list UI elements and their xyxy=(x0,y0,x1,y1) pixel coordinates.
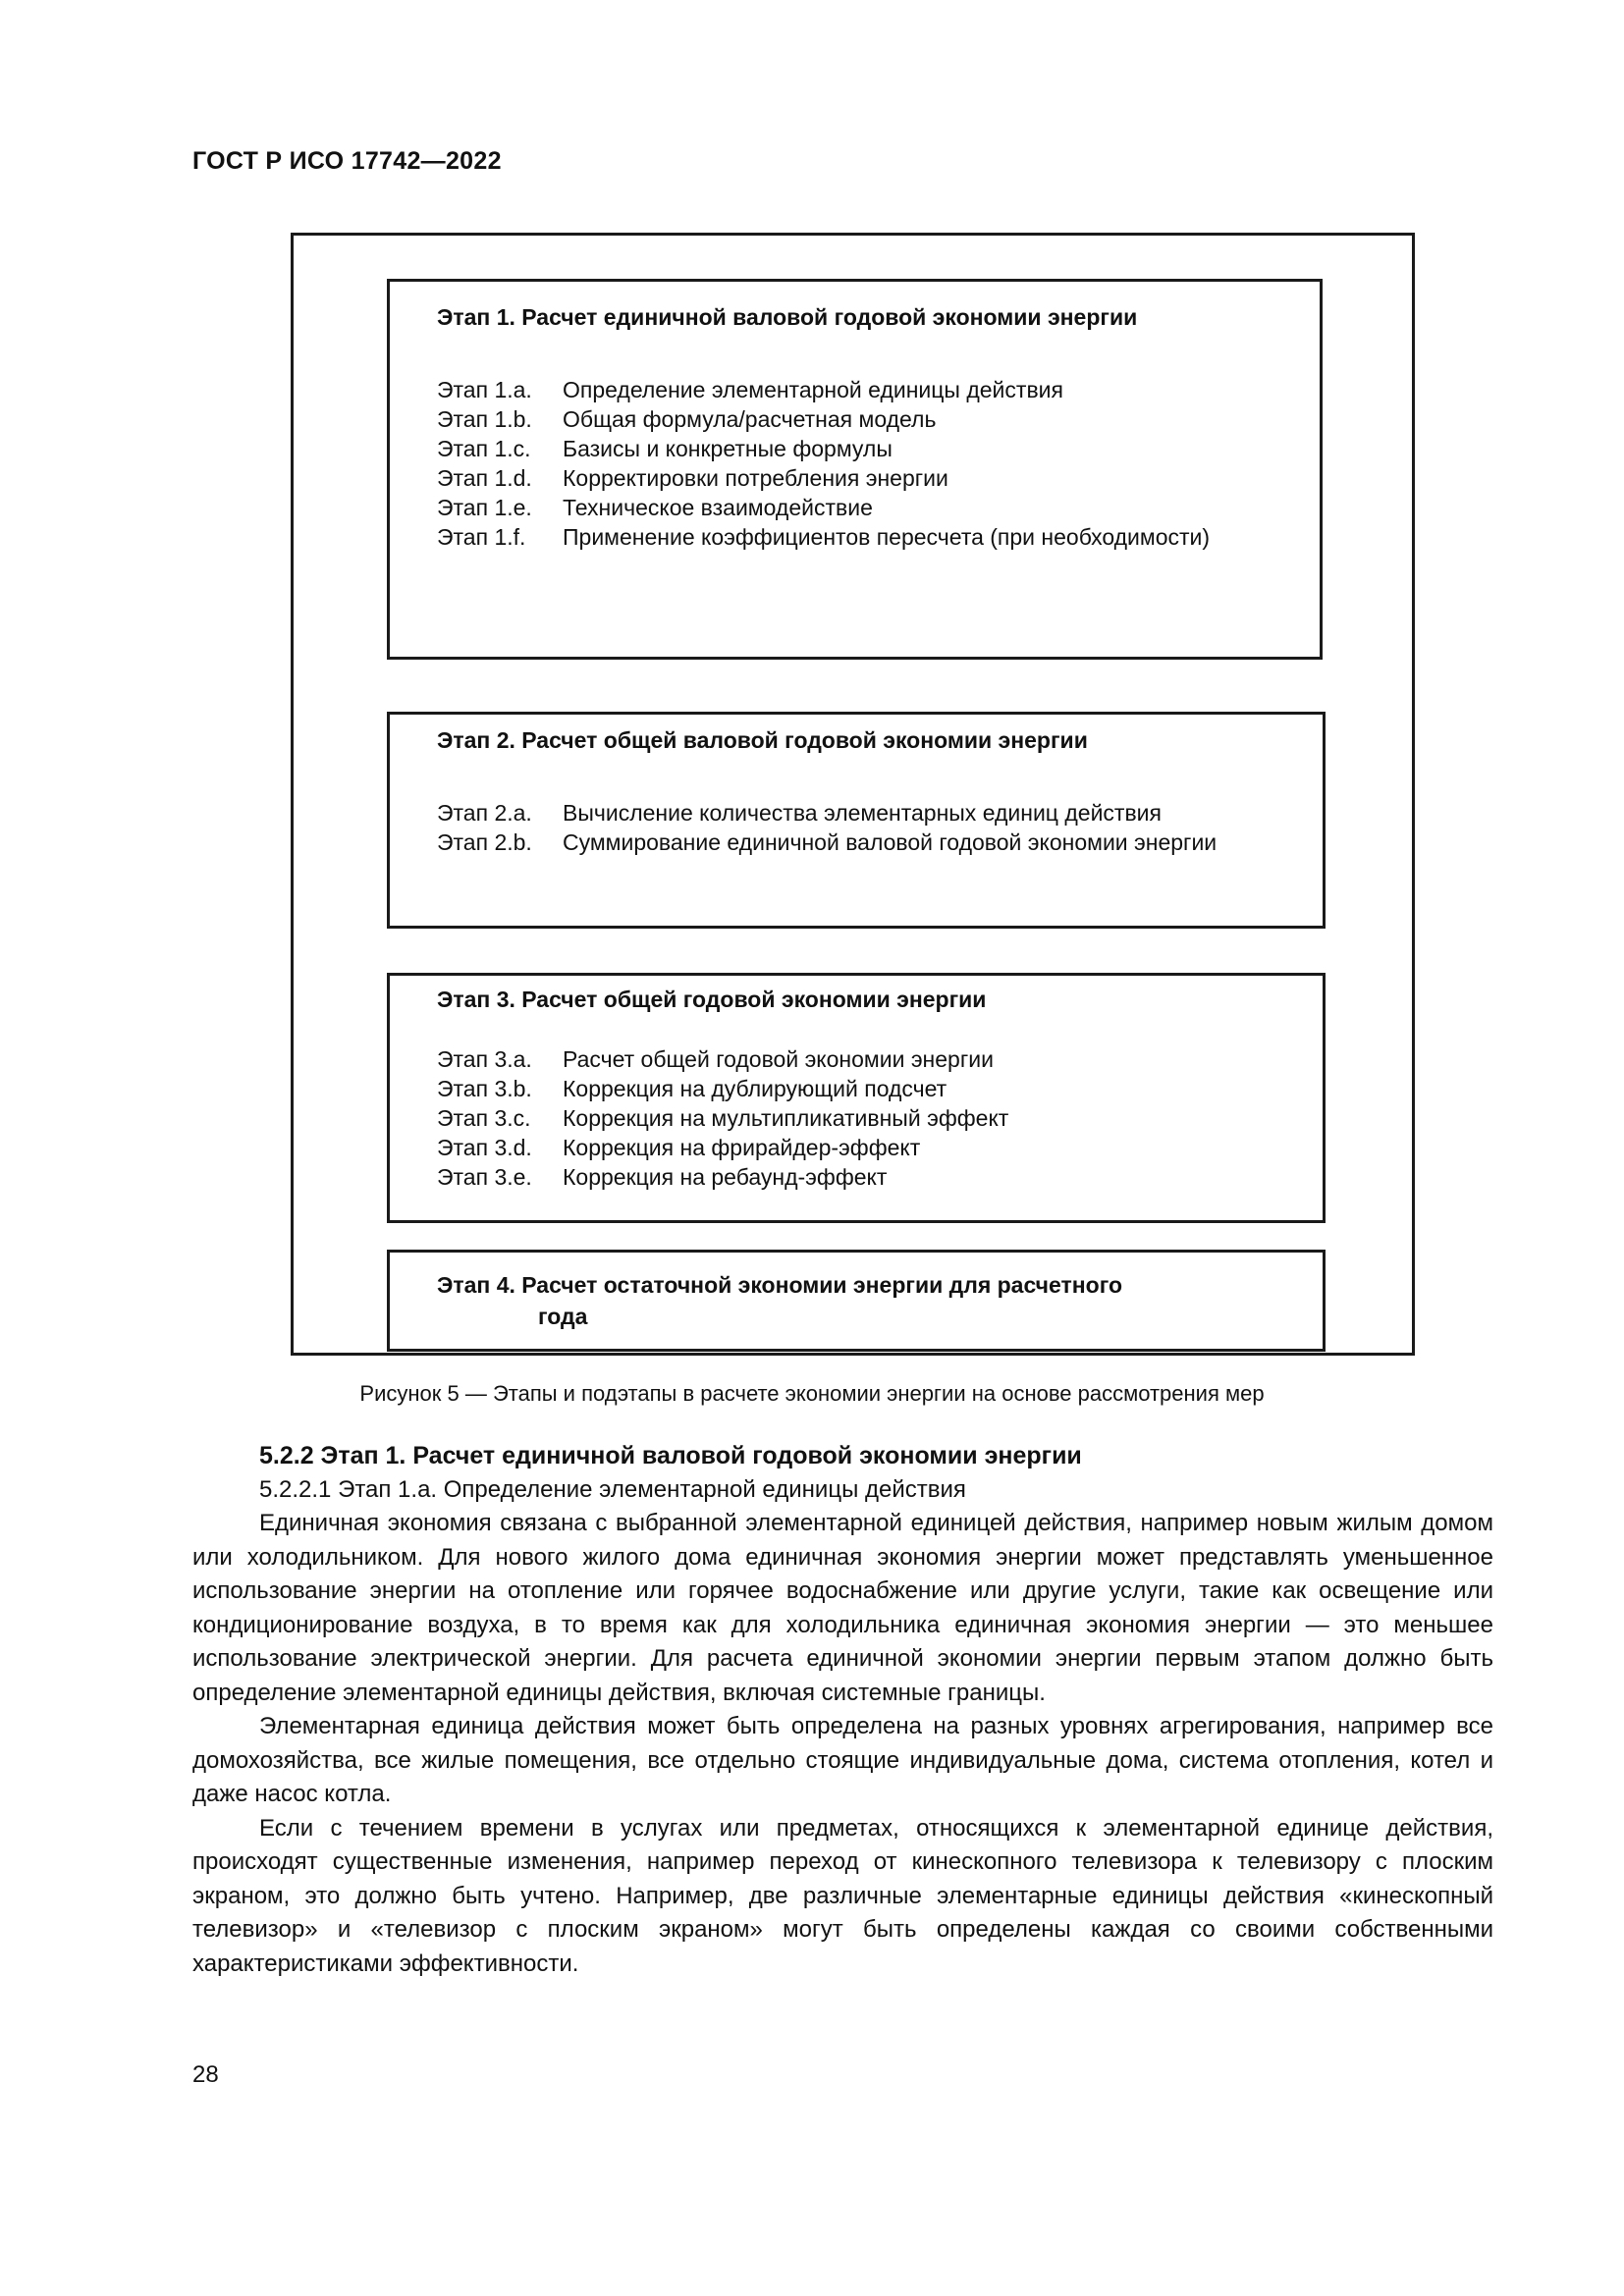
stage-3-title: Этап 3. Расчет общей годовой экономии энергии xyxy=(437,987,987,1012)
substep-text: Коррекция на мультипликативный эффект xyxy=(563,1105,1009,1131)
stage-4-title xyxy=(437,1269,1122,1332)
subsection-heading: 5.2.2.1 Этап 1.a. Определение элементарной единицы действия xyxy=(259,1475,966,1503)
substep-text: Техническое взаимодействие xyxy=(563,495,873,520)
substep-1a xyxy=(437,375,1210,404)
stage-4-title-line2: года xyxy=(538,1304,588,1329)
substep-1d xyxy=(437,463,1210,493)
substep-text: Расчет общей годовой экономии энергии xyxy=(563,1046,994,1072)
substep-text: Корректировки потребления энергии xyxy=(563,465,948,491)
substep-3a xyxy=(437,1044,1008,1074)
substep-text: Общая формула/расчетная модель xyxy=(563,406,937,432)
substep-code: Этап 1.e. xyxy=(437,495,532,520)
figure-caption: Рисунок 5 — Этапы и подэтапы в расчете экономии энергии на основе рассмотрения мер xyxy=(359,1381,1265,1406)
stage-3-box xyxy=(387,973,1326,1223)
stage-2-box xyxy=(387,712,1326,929)
substep-3c xyxy=(437,1103,1008,1133)
stage-2-title: Этап 2. Расчет общей валовой годовой экономии энергии xyxy=(437,727,1088,753)
stage-4-box xyxy=(387,1250,1326,1352)
substep-code: Этап 2.b. xyxy=(437,829,532,855)
body-text xyxy=(192,1439,1493,1981)
substep-code: Этап 3.c. xyxy=(437,1105,531,1131)
substep-2b xyxy=(437,828,1217,857)
stage-1-substeps xyxy=(437,375,1210,552)
stage-2-substeps xyxy=(437,798,1217,857)
substep-1e xyxy=(437,493,1210,522)
stage-1-box xyxy=(387,279,1323,660)
substep-text: Коррекция на фрирайдер-эффект xyxy=(563,1135,921,1160)
substep-code: Этап 3.a. xyxy=(437,1046,532,1072)
substep-code: Этап 3.e. xyxy=(437,1164,532,1190)
substep-text: Коррекция на ребаунд-эффект xyxy=(563,1164,888,1190)
paragraph: Если с течением времени в услугах или предметах, относящихся к элементарной единице действия, происходят существенные изменения, например переход от кинескопного телевизора к телевизору с плоским экраном, это должно быть учтено. Например, две различные элементарные единицы действия «кинескопный телевизор» и «телевизор с плоским экраном» могут быть определены каждая со своими собственными характеристиками эффективности. xyxy=(192,1814,1493,1977)
substep-2a xyxy=(437,798,1217,828)
figure-frame xyxy=(291,233,1415,1356)
substep-1b xyxy=(437,404,1210,434)
stage-3-substeps xyxy=(437,1044,1008,1192)
document-header: ГОСТ Р ИСО 17742—2022 xyxy=(192,147,502,175)
substep-code: Этап 1.c. xyxy=(437,436,531,461)
substep-text: Суммирование единичной валовой годовой экономии энергии xyxy=(563,829,1218,855)
stage-1-title: Этап 1. Расчет единичной валовой годовой экономии энергии xyxy=(437,304,1138,330)
substep-text: Коррекция на дублирующий подсчет xyxy=(563,1076,947,1101)
substep-text: Применение коэффициентов пересчета (при необходимости) xyxy=(563,524,1211,550)
substep-code: Этап 2.a. xyxy=(437,800,532,826)
substep-3d xyxy=(437,1133,1008,1162)
substep-text: Базисы и конкретные формулы xyxy=(563,436,893,461)
substep-code: Этап 3.b. xyxy=(437,1076,532,1101)
substep-code: Этап 1.a. xyxy=(437,377,532,402)
substep-code: Этап 1.f. xyxy=(437,524,526,550)
substep-code: Этап 1.d. xyxy=(437,465,532,491)
stage-4-title-line1: Этап 4. Расчет остаточной экономии энергии для расчетного xyxy=(437,1272,1123,1298)
substep-3e xyxy=(437,1162,1008,1192)
substep-text: Вычисление количества элементарных единиц действия xyxy=(563,800,1162,826)
substep-text: Определение элементарной единицы действия xyxy=(563,377,1063,402)
paragraph: Единичная экономия связана с выбранной элементарной единицей действия, например новым жилым домом или холодильником. Для нового жилого дома единичная экономия энергии может представлять уменьшенное использование энергии на отопление или горячее водоснабжение или другие услуги, такие как освещение или кондиционирование воздуха, в то время как для холодильника единичная экономия энергии — это меньшее использование электрической энергии. Для расчета единичной экономии энергии первым этапом должно быть определение элементарной единицы действия, включая системные границы. xyxy=(192,1510,1493,1706)
substep-code: Этап 1.b. xyxy=(437,406,532,432)
page-number: 28 xyxy=(192,2061,219,2088)
paragraph: Элементарная единица действия может быть определена на разных уровнях агрегирования, например все домохозяйства, все жилые помещения, все отдельно стоящие индивидуальные дома, система отопления, котел и даже насос котла. xyxy=(192,1713,1493,1807)
section-heading: 5.2.2 Этап 1. Расчет единичной валовой годовой экономии энергии xyxy=(259,1442,1082,1469)
substep-1f xyxy=(437,522,1210,552)
substep-1c xyxy=(437,434,1210,463)
substep-3b xyxy=(437,1074,1008,1103)
substep-code: Этап 3.d. xyxy=(437,1135,532,1160)
